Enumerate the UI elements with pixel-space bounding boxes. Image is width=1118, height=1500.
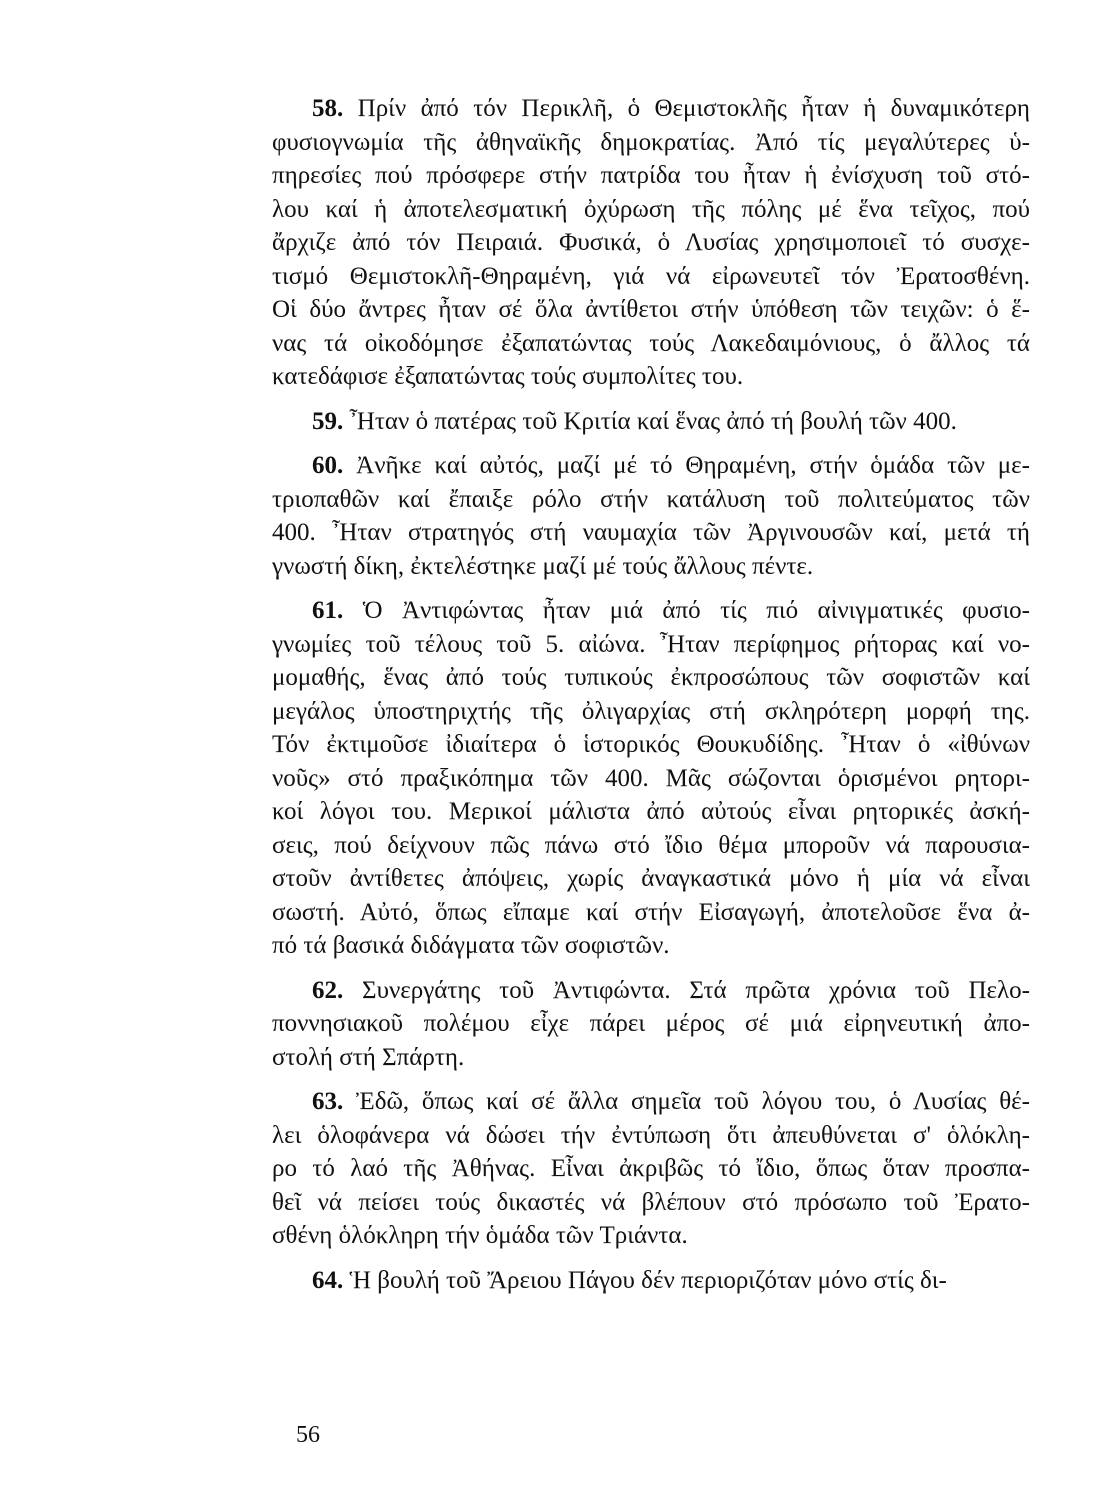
line-text: Τόν ἐκτιμοῦσε ἰδιαίτερα ὁ ἱστορικός Θουκυδίδης. Ἦταν ὁ «ἰθύνων bbox=[272, 731, 1030, 758]
line-text: σθένη ὁλόκληρη τήν ὁμάδα τῶν Τριάντα. bbox=[272, 1222, 688, 1249]
text-line bbox=[272, 405, 1030, 439]
text-line bbox=[272, 728, 1030, 762]
text-line bbox=[272, 862, 1030, 896]
note-number: 61. bbox=[312, 597, 344, 624]
text-line bbox=[272, 1152, 1030, 1186]
text-line bbox=[272, 360, 1030, 394]
text-line bbox=[272, 193, 1030, 227]
note-paragraph bbox=[272, 92, 1030, 394]
line-text: γνωμίες τοῦ τέλους τοῦ 5. αἰώνα. Ἦταν περίφημος ρήτορας καί νο- bbox=[272, 630, 1030, 658]
text-line bbox=[272, 762, 1030, 796]
text-line bbox=[272, 449, 1030, 483]
line-text: Ἦταν ὁ πατέρας τοῦ Κριτία καί ἕνας ἀπό τή βουλή τῶν 400. bbox=[349, 407, 957, 435]
line-text: τριοπαθῶν καί ἔπαιξε ρόλο στήν κατάλυση τοῦ πολιτεύματος τῶν bbox=[272, 485, 1030, 513]
line-text: νοῦς» στό πραξικόπημα τῶν 400. Μᾶς σώζονται ὁρισμένοι ρητορι- bbox=[272, 764, 1030, 792]
line-text: πό τά βασικά διδάγματα τῶν σοφιστῶν. bbox=[272, 932, 670, 959]
line-text: Οἱ δύο ἄντρες ἦταν σέ ὅλα ἀντίθετοι στήν ὑπόθεση τῶν τειχῶν: ὁ ἕ- bbox=[272, 296, 1030, 323]
line-text: σεις, πού δείχνουν πῶς πάνω στό ἴδιο θέμα μποροῦν νά παρουσια- bbox=[272, 831, 1030, 859]
line-text: φυσιογνωμία τῆς ἀθηναϊκῆς δημοκρατίας. Ἀπό τίς μεγαλύτερες ὑ- bbox=[272, 128, 1030, 156]
text-line bbox=[272, 226, 1030, 260]
text-line bbox=[272, 126, 1030, 160]
text-line bbox=[272, 260, 1030, 294]
line-text: μομαθής, ἕνας ἀπό τούς τυπικούς ἐκπροσώπους τῶν σοφιστῶν καί bbox=[272, 664, 1030, 691]
text-line bbox=[272, 1219, 1030, 1253]
text-line bbox=[272, 929, 1030, 963]
text-line bbox=[272, 159, 1030, 193]
line-text: κατεδάφισε ἐξαπατώντας τούς συμπολίτες του. bbox=[272, 363, 744, 390]
note-paragraph bbox=[272, 1085, 1030, 1253]
line-text: νας τά οἰκοδόμησε ἐξαπατώντας τούς Λακεδαιμόνιους, ὁ ἄλλος τά bbox=[272, 329, 1030, 357]
line-text: στοῦν ἀντίθετες ἀπόψεις, χωρίς ἀναγκαστικά μόνο ἡ μία νά εἶναι bbox=[272, 865, 1030, 892]
note-paragraph bbox=[272, 449, 1030, 583]
line-text: Ἡ βουλή τοῦ Ἄρειου Πάγου δέν περιοριζόταν μόνο στίς δι- bbox=[349, 1266, 947, 1294]
text-line bbox=[272, 974, 1030, 1008]
line-text: κοί λόγοι του. Μερικοί μάλιστα ἀπό αὐτούς εἶναι ρητορικές ἀσκή- bbox=[272, 798, 1030, 825]
line-text: Ἐδῶ, ὅπως καί σέ ἄλλα σημεῖα τοῦ λόγου του, ὁ Λυσίας θέ- bbox=[356, 1088, 1031, 1115]
text-line bbox=[272, 516, 1030, 550]
text-line bbox=[272, 327, 1030, 361]
line-text: πηρεσίες πού πρόσφερε στήν πατρίδα του ἦταν ἡ ἐνίσχυση τοῦ στό- bbox=[272, 162, 1030, 189]
text-line bbox=[272, 829, 1030, 863]
line-text: γνωστή δίκη, ἐκτελέστηκε μαζί μέ τούς ἄλλους πέντε. bbox=[272, 552, 814, 580]
note-number: 62. bbox=[312, 976, 344, 1004]
text-line bbox=[272, 1041, 1030, 1075]
text-line bbox=[272, 483, 1030, 517]
line-text: ποννησιακοῦ πολέμου εἶχε πάρει μέρος σέ μιά εἰρηνευτική ἀπο- bbox=[272, 1010, 1030, 1037]
text-line bbox=[272, 661, 1030, 695]
note-number: 59. bbox=[312, 407, 344, 435]
text-line bbox=[272, 1007, 1030, 1041]
text-line bbox=[272, 628, 1030, 662]
line-text: Ὁ Ἀντιφώντας ἦταν μιά ἀπό τίς πιό αἰνιγματικές φυσιο- bbox=[362, 597, 1031, 624]
text-line bbox=[272, 896, 1030, 930]
line-text: ἄρχιζε ἀπό τόν Πειραιά. Φυσικά, ὁ Λυσίας χρησιμοποιεῖ τό συσχε- bbox=[272, 229, 1030, 256]
text-line bbox=[272, 550, 1030, 584]
text-line bbox=[272, 795, 1030, 829]
page-number: 56 bbox=[296, 1422, 320, 1448]
line-text: ρο τό λαό τῆς Ἀθήνας. Εἶναι ἀκριβῶς τό ἴδιο, ὅπως ὅταν προσπα- bbox=[272, 1155, 1030, 1182]
line-text: Συνεργάτης τοῦ Ἀντιφώντα. Στά πρῶτα χρόνια τοῦ Πελο- bbox=[362, 976, 1031, 1004]
line-text: μεγάλος ὑποστηριχτής τῆς ὀλιγαρχίας στή σκληρότερη μορφή της. bbox=[272, 697, 1030, 725]
text-line bbox=[272, 594, 1030, 628]
note-paragraph bbox=[272, 594, 1030, 963]
note-number: 64. bbox=[312, 1266, 344, 1294]
line-text: Ἀνῆκε καί αὐτός, μαζί μέ τό Θηραμένη, στήν ὁμάδα τῶν με- bbox=[356, 452, 1030, 479]
note-number: 63. bbox=[312, 1088, 344, 1115]
note-paragraph bbox=[272, 405, 1030, 439]
text-line bbox=[272, 92, 1030, 126]
line-text: τισμό Θεμιστοκλῆ-Θηραμένη, γιά νά εἰρωνευτεῖ τόν Ἐρατοσθένη. bbox=[272, 262, 1030, 290]
line-text: θεῖ νά πείσει τούς δικαστές νά βλέπουν στό πρόσωπο τοῦ Ἐρατο- bbox=[272, 1188, 1030, 1216]
page-body bbox=[272, 92, 1030, 1308]
text-line bbox=[272, 1085, 1030, 1119]
line-text: σωστή. Αὐτό, ὅπως εἴπαμε καί στήν Εἰσαγωγή, ἀποτελοῦσε ἕνα ἀ- bbox=[272, 898, 1030, 926]
note-number: 60. bbox=[312, 452, 344, 479]
line-text: λει ὁλοφάνερα νά δώσει τήν ἐντύπωση ὅτι ἀπευθύνεται σ' ὁλόκλη- bbox=[272, 1121, 1030, 1149]
line-text: στολή στή Σπάρτη. bbox=[272, 1043, 465, 1071]
text-line bbox=[272, 1119, 1030, 1153]
text-line bbox=[272, 1186, 1030, 1220]
note-number: 58. bbox=[312, 95, 344, 122]
text-line bbox=[272, 695, 1030, 729]
line-text: Πρίν ἀπό τόν Περικλῆ, ὁ Θεμιστοκλῆς ἦταν ἡ δυναμικότερη bbox=[357, 95, 1030, 122]
line-text: λου καί ἡ ἀποτελεσματική ὀχύρωση τῆς πόλης μέ ἕνα τεῖχος, πού bbox=[272, 195, 1030, 223]
note-paragraph bbox=[272, 1264, 1030, 1298]
note-paragraph bbox=[272, 974, 1030, 1075]
line-text: 400. Ἦταν στρατηγός στή ναυμαχία τῶν Ἀργινουσῶν καί, μετά τή bbox=[272, 519, 1030, 546]
text-line bbox=[272, 1264, 1030, 1298]
text-line bbox=[272, 293, 1030, 327]
